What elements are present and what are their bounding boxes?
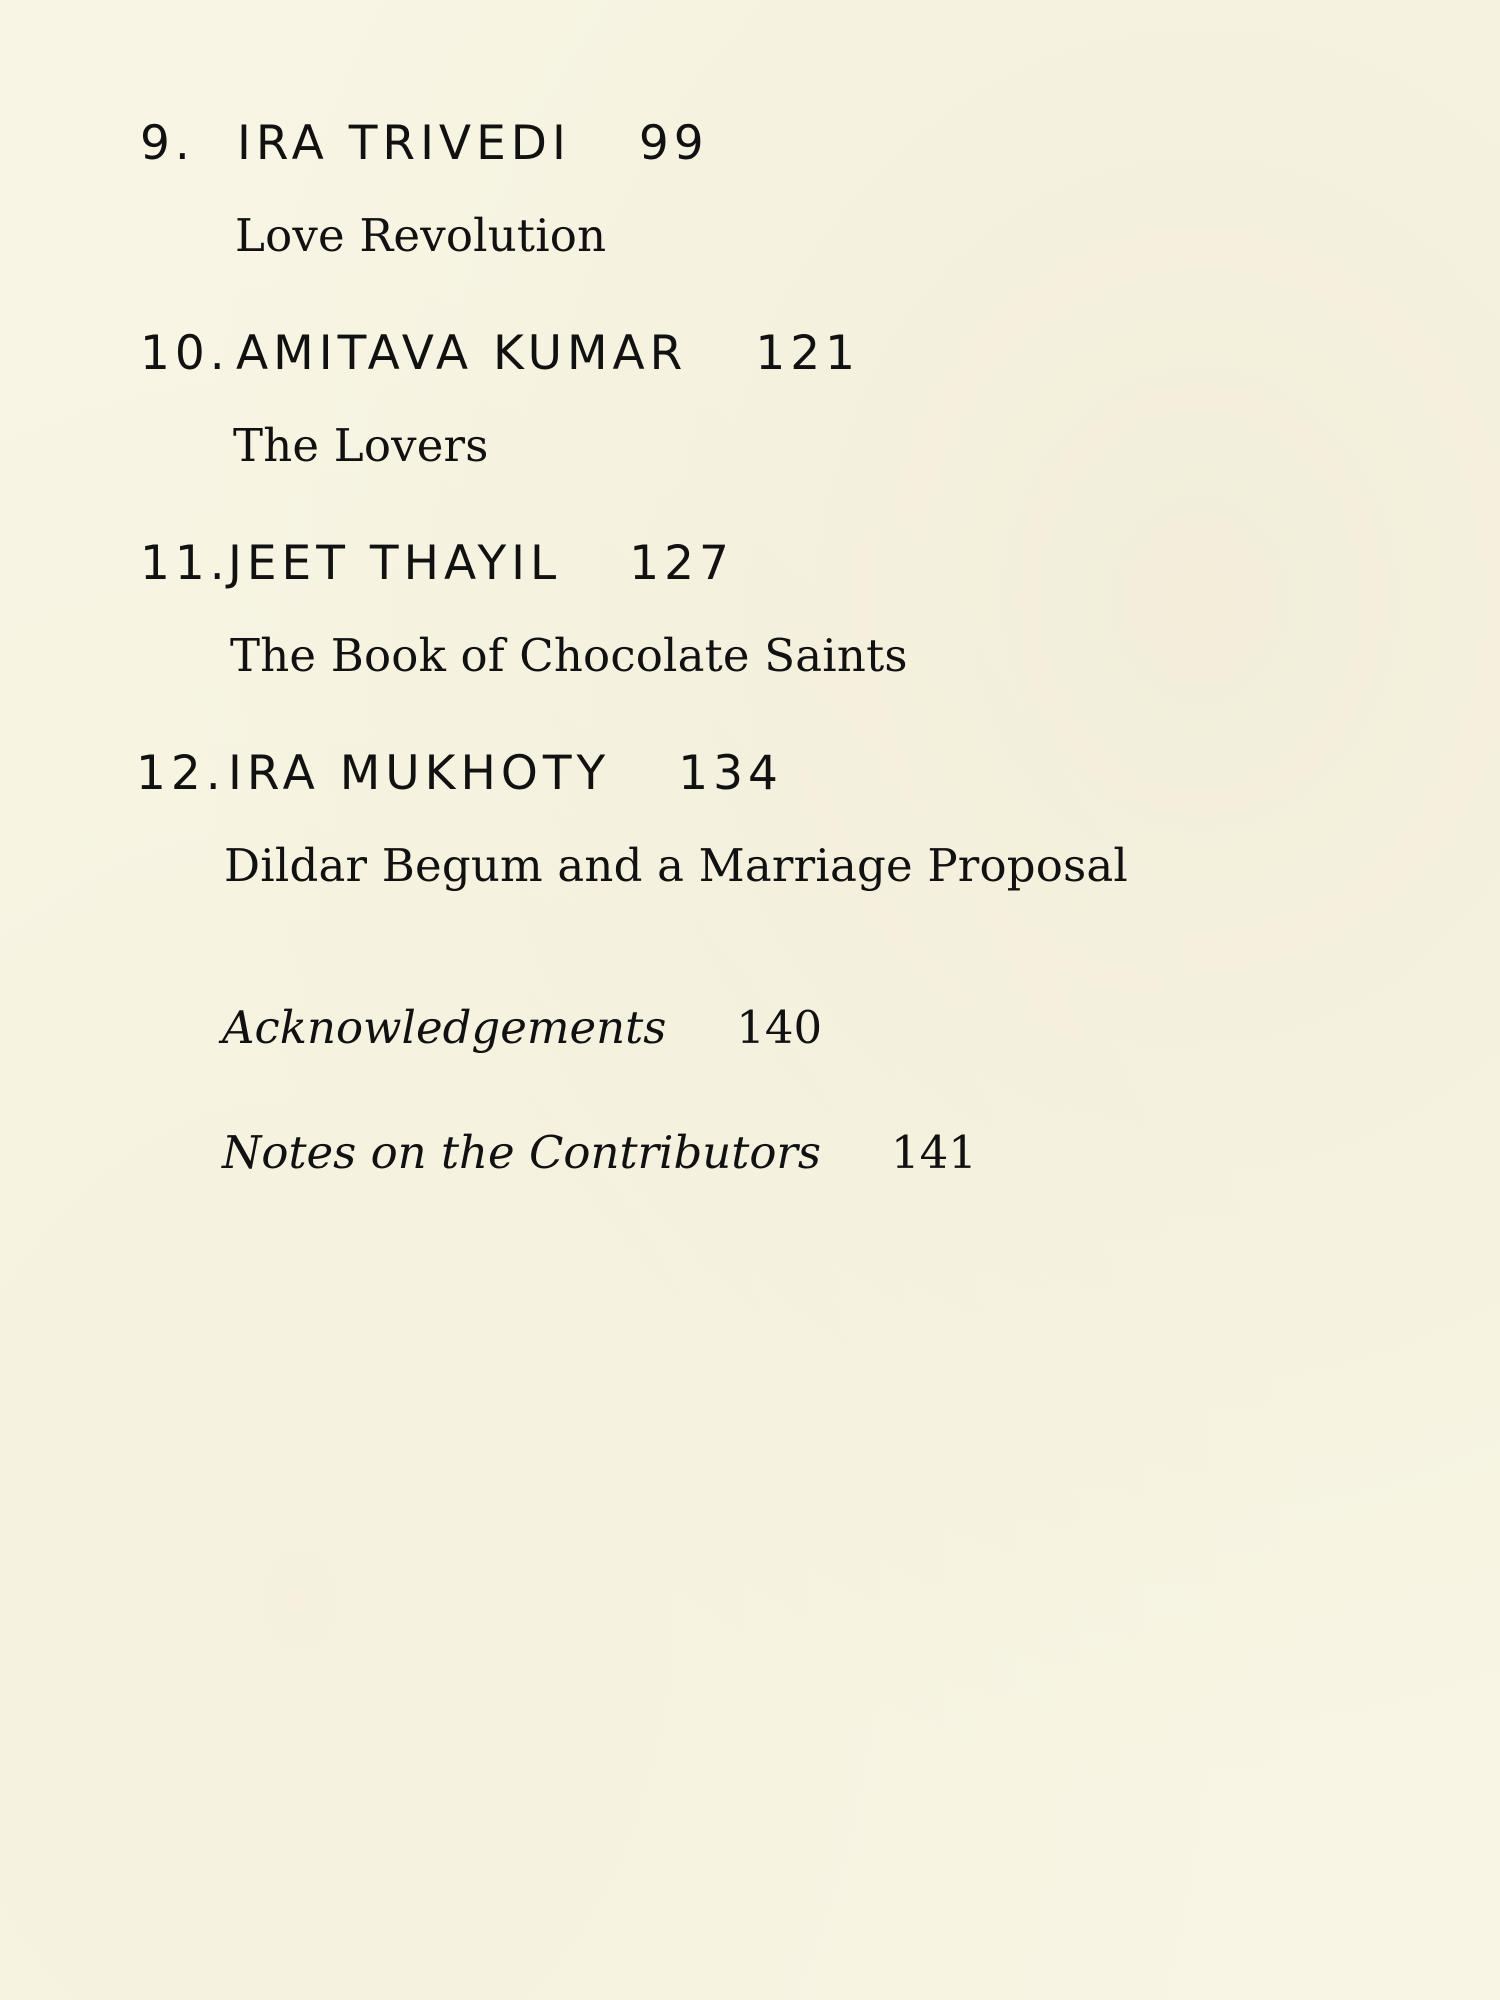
toc-entry-heading	[140, 116, 709, 171]
backmatter-label: Notes on the Contributors	[222, 1126, 822, 1179]
toc-entry-9	[140, 116, 709, 262]
chapter-title: Dildar Begum and a Marriage Proposal	[224, 839, 1129, 892]
toc-entry-10	[140, 326, 861, 472]
page-number: 140	[736, 1001, 823, 1054]
page-number: 134	[678, 746, 783, 801]
page-number: 99	[638, 116, 709, 171]
author-name: JEET THAYIL	[228, 536, 562, 591]
toc-entry-heading	[136, 746, 1128, 801]
page-number: 141	[891, 1126, 977, 1179]
page-number: 127	[629, 536, 734, 591]
author-name: AMITAVA KUMAR	[236, 326, 688, 381]
chapter-number: 9.	[140, 116, 195, 171]
author-name: IRA MUKHOTY	[228, 746, 611, 801]
chapter-number: 10.	[140, 326, 230, 381]
toc-entry-11	[140, 536, 908, 682]
toc-entry-heading	[140, 536, 908, 591]
backmatter-acknowledgements	[222, 1001, 823, 1054]
chapter-title: The Lovers	[233, 419, 489, 472]
chapter-number: 11.	[140, 536, 230, 591]
chapter-title: Love Revolution	[235, 209, 607, 262]
backmatter-contributors	[222, 1126, 977, 1179]
toc-entry-12	[136, 746, 1129, 892]
chapter-title: The Book of Chocolate Saints	[230, 629, 908, 682]
backmatter-label: Acknowledgements	[222, 1001, 667, 1054]
author-name: IRA TRIVEDI	[237, 116, 571, 171]
page-number: 121	[755, 326, 861, 381]
toc-entry-heading	[140, 326, 861, 381]
chapter-number: 12.	[136, 746, 226, 801]
